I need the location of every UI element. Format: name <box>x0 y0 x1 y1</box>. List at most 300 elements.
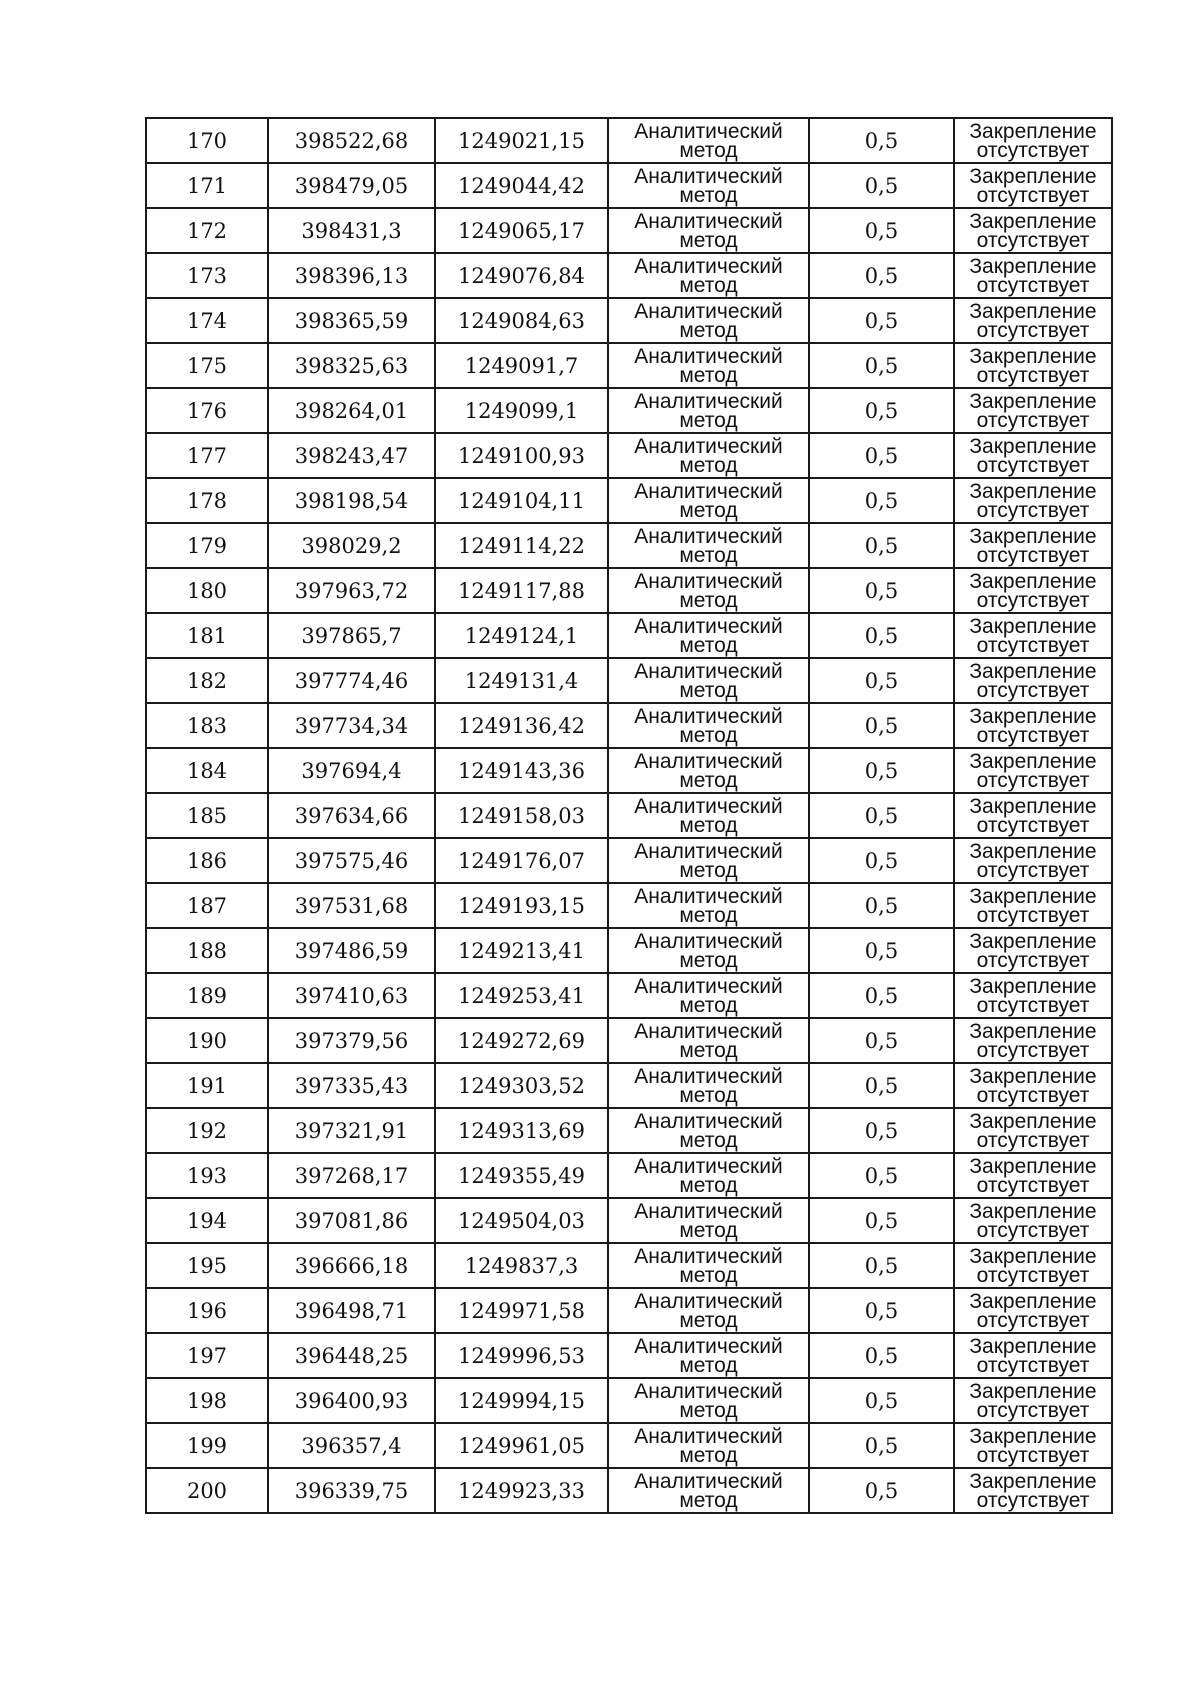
fixation-cell <box>954 163 1112 208</box>
fixation-text-line: отсутствует <box>976 588 1090 612</box>
fixation-text-line: Закрепление <box>969 164 1097 188</box>
method-text-line: Аналитический <box>634 1379 783 1403</box>
fixation-cell <box>954 208 1112 253</box>
x-coordinate-cell: 397865,7 <box>268 613 435 658</box>
x-coordinate-cell: 396357,4 <box>268 1423 435 1468</box>
accuracy-cell: 0,5 <box>809 1468 954 1513</box>
accuracy-cell: 0,5 <box>809 1063 954 1108</box>
y-coordinate-cell: 1249065,17 <box>435 208 608 253</box>
fixation-text-line: Закрепление <box>969 209 1097 233</box>
fixation-text-line: отсутствует <box>976 813 1090 837</box>
method-text-line: метод <box>679 543 738 567</box>
method-text-line: метод <box>679 858 738 882</box>
fixation-text-line: отсутствует <box>976 1488 1090 1512</box>
point-number-cell: 195 <box>146 1243 268 1288</box>
fixation-text-line: Закрепление <box>969 839 1097 863</box>
point-number-cell: 182 <box>146 658 268 703</box>
accuracy-cell: 0,5 <box>809 793 954 838</box>
point-number-cell: 176 <box>146 388 268 433</box>
method-cell <box>608 343 809 388</box>
x-coordinate-cell: 398325,63 <box>268 343 435 388</box>
y-coordinate-cell: 1249961,05 <box>435 1423 608 1468</box>
method-cell <box>608 1423 809 1468</box>
accuracy-cell: 0,5 <box>809 1288 954 1333</box>
method-text-line: метод <box>679 678 738 702</box>
accuracy-cell: 0,5 <box>809 1198 954 1243</box>
method-cell <box>608 388 809 433</box>
fixation-text-line: отсутствует <box>976 138 1090 162</box>
x-coordinate-cell: 398365,59 <box>268 298 435 343</box>
table-row <box>146 298 1112 343</box>
method-text-line: Аналитический <box>634 1154 783 1178</box>
fixation-text-line: отсутствует <box>976 1308 1090 1332</box>
x-coordinate-cell: 397963,72 <box>268 568 435 613</box>
accuracy-cell: 0,5 <box>809 748 954 793</box>
method-text-line: Аналитический <box>634 434 783 458</box>
y-coordinate-cell: 1249100,93 <box>435 433 608 478</box>
method-cell <box>608 568 809 613</box>
method-cell <box>608 1198 809 1243</box>
x-coordinate-cell: 398243,47 <box>268 433 435 478</box>
method-text-line: Аналитический <box>634 884 783 908</box>
fixation-cell <box>954 568 1112 613</box>
x-coordinate-cell: 397268,17 <box>268 1153 435 1198</box>
point-number-cell: 181 <box>146 613 268 658</box>
fixation-text-line: Закрепление <box>969 1379 1097 1403</box>
accuracy-cell: 0,5 <box>809 973 954 1018</box>
fixation-text-line: отсутствует <box>976 408 1090 432</box>
x-coordinate-cell: 397634,66 <box>268 793 435 838</box>
table-row <box>146 838 1112 883</box>
fixation-cell <box>954 1378 1112 1423</box>
fixation-cell <box>954 1198 1112 1243</box>
method-text-line: метод <box>679 1488 738 1512</box>
fixation-text-line: отсутствует <box>976 1038 1090 1062</box>
fixation-text-line: отсутствует <box>976 273 1090 297</box>
x-coordinate-cell: 397081,86 <box>268 1198 435 1243</box>
table-row <box>146 388 1112 433</box>
method-cell <box>608 1063 809 1108</box>
method-text-line: метод <box>679 273 738 297</box>
fixation-cell <box>954 1333 1112 1378</box>
method-text-line: Аналитический <box>634 164 783 188</box>
table-row <box>146 1468 1112 1513</box>
fixation-text-line: Закрепление <box>969 1469 1097 1493</box>
y-coordinate-cell: 1249193,15 <box>435 883 608 928</box>
coordinates-table <box>145 117 1113 1514</box>
method-text-line: метод <box>679 1308 738 1332</box>
method-text-line: метод <box>679 408 738 432</box>
accuracy-cell: 0,5 <box>809 568 954 613</box>
method-text-line: Аналитический <box>634 1019 783 1043</box>
method-text-line: Аналитический <box>634 839 783 863</box>
table-row <box>146 748 1112 793</box>
method-text-line: Аналитический <box>634 614 783 638</box>
method-text-line: Аналитический <box>634 1109 783 1133</box>
fixation-text-line: Закрепление <box>969 524 1097 548</box>
method-cell <box>608 658 809 703</box>
fixation-text-line: Закрепление <box>969 659 1097 683</box>
table-row <box>146 1198 1112 1243</box>
fixation-cell <box>954 433 1112 478</box>
method-text-line: Аналитический <box>634 119 783 143</box>
point-number-cell: 192 <box>146 1108 268 1153</box>
point-number-cell: 177 <box>146 433 268 478</box>
fixation-cell <box>954 388 1112 433</box>
fixation-text-line: Закрепление <box>969 884 1097 908</box>
table-row <box>146 928 1112 973</box>
x-coordinate-cell: 396339,75 <box>268 1468 435 1513</box>
point-number-cell: 189 <box>146 973 268 1018</box>
fixation-text-line: Закрепление <box>969 974 1097 998</box>
fixation-cell <box>954 1108 1112 1153</box>
method-text-line: Аналитический <box>634 1199 783 1223</box>
method-text-line: Аналитический <box>634 344 783 368</box>
x-coordinate-cell: 397321,91 <box>268 1108 435 1153</box>
fixation-text-line: Закрепление <box>969 929 1097 953</box>
fixation-text-line: Закрепление <box>969 344 1097 368</box>
method-cell <box>608 1378 809 1423</box>
method-cell <box>608 973 809 1018</box>
fixation-cell <box>954 928 1112 973</box>
accuracy-cell: 0,5 <box>809 613 954 658</box>
fixation-cell <box>954 838 1112 883</box>
y-coordinate-cell: 1249355,49 <box>435 1153 608 1198</box>
x-coordinate-cell: 398479,05 <box>268 163 435 208</box>
x-coordinate-cell: 397734,34 <box>268 703 435 748</box>
method-text-line: Аналитический <box>634 299 783 323</box>
method-text-line: Аналитический <box>634 1064 783 1088</box>
fixation-text-line: Закрепление <box>969 1424 1097 1448</box>
method-text-line: Аналитический <box>634 1244 783 1268</box>
method-text-line: метод <box>679 948 738 972</box>
coordinates-table-body <box>146 118 1112 1513</box>
fixation-text-line: отсутствует <box>976 1083 1090 1107</box>
table-row <box>146 973 1112 1018</box>
fixation-text-line: Закрепление <box>969 254 1097 278</box>
point-number-cell: 200 <box>146 1468 268 1513</box>
point-number-cell: 171 <box>146 163 268 208</box>
method-cell <box>608 838 809 883</box>
fixation-text-line: Закрепление <box>969 1064 1097 1088</box>
method-text-line: метод <box>679 1398 738 1422</box>
y-coordinate-cell: 1249044,42 <box>435 163 608 208</box>
method-text-line: метод <box>679 363 738 387</box>
y-coordinate-cell: 1249084,63 <box>435 298 608 343</box>
point-number-cell: 188 <box>146 928 268 973</box>
point-number-cell: 196 <box>146 1288 268 1333</box>
method-text-line: Аналитический <box>634 1469 783 1493</box>
fixation-text-line: отсутствует <box>976 228 1090 252</box>
method-text-line: метод <box>679 993 738 1017</box>
accuracy-cell: 0,5 <box>809 118 954 163</box>
accuracy-cell: 0,5 <box>809 163 954 208</box>
method-text-line: метод <box>679 498 738 522</box>
x-coordinate-cell: 397486,59 <box>268 928 435 973</box>
accuracy-cell: 0,5 <box>809 478 954 523</box>
y-coordinate-cell: 1249091,7 <box>435 343 608 388</box>
y-coordinate-cell: 1249303,52 <box>435 1063 608 1108</box>
method-text-line: Аналитический <box>634 749 783 773</box>
table-row <box>146 208 1112 253</box>
fixation-text-line: Закрепление <box>969 1289 1097 1313</box>
fixation-cell <box>954 793 1112 838</box>
point-number-cell: 193 <box>146 1153 268 1198</box>
fixation-text-line: отсутствует <box>976 543 1090 567</box>
method-text-line: метод <box>679 318 738 342</box>
method-cell <box>608 1243 809 1288</box>
point-number-cell: 180 <box>146 568 268 613</box>
method-cell <box>608 163 809 208</box>
point-number-cell: 185 <box>146 793 268 838</box>
table-row <box>146 1018 1112 1063</box>
fixation-text-line: отсутствует <box>976 1128 1090 1152</box>
y-coordinate-cell: 1249104,11 <box>435 478 608 523</box>
x-coordinate-cell: 398522,68 <box>268 118 435 163</box>
fixation-text-line: Закрепление <box>969 794 1097 818</box>
y-coordinate-cell: 1249124,1 <box>435 613 608 658</box>
fixation-text-line: отсутствует <box>976 1263 1090 1287</box>
fixation-text-line: отсутствует <box>976 363 1090 387</box>
table-row <box>146 703 1112 748</box>
x-coordinate-cell: 397575,46 <box>268 838 435 883</box>
point-number-cell: 199 <box>146 1423 268 1468</box>
fixation-cell <box>954 253 1112 298</box>
fixation-cell <box>954 343 1112 388</box>
method-text-line: метод <box>679 1038 738 1062</box>
y-coordinate-cell: 1249837,3 <box>435 1243 608 1288</box>
method-text-line: Аналитический <box>634 479 783 503</box>
method-cell <box>608 118 809 163</box>
y-coordinate-cell: 1249099,1 <box>435 388 608 433</box>
method-cell <box>608 1018 809 1063</box>
accuracy-cell: 0,5 <box>809 208 954 253</box>
fixation-text-line: Закрепление <box>969 479 1097 503</box>
method-text-line: метод <box>679 1128 738 1152</box>
method-cell <box>608 1153 809 1198</box>
fixation-text-line: Закрепление <box>969 1109 1097 1133</box>
method-text-line: метод <box>679 1083 738 1107</box>
x-coordinate-cell: 398198,54 <box>268 478 435 523</box>
y-coordinate-cell: 1249971,58 <box>435 1288 608 1333</box>
method-text-line: Аналитический <box>634 524 783 548</box>
accuracy-cell: 0,5 <box>809 1153 954 1198</box>
fixation-text-line: отсутствует <box>976 768 1090 792</box>
fixation-cell <box>954 748 1112 793</box>
fixation-text-line: отсутствует <box>976 993 1090 1017</box>
fixation-text-line: Закрепление <box>969 749 1097 773</box>
y-coordinate-cell: 1249076,84 <box>435 253 608 298</box>
table-row <box>146 1333 1112 1378</box>
fixation-text-line: отсутствует <box>976 948 1090 972</box>
method-text-line: Аналитический <box>634 1334 783 1358</box>
y-coordinate-cell: 1249158,03 <box>435 793 608 838</box>
fixation-text-line: отсутствует <box>976 1218 1090 1242</box>
fixation-cell <box>954 523 1112 568</box>
point-number-cell: 197 <box>146 1333 268 1378</box>
accuracy-cell: 0,5 <box>809 1108 954 1153</box>
method-text-line: Аналитический <box>634 389 783 413</box>
point-number-cell: 187 <box>146 883 268 928</box>
method-cell <box>608 253 809 298</box>
method-text-line: метод <box>679 1263 738 1287</box>
table-row <box>146 883 1112 928</box>
accuracy-cell: 0,5 <box>809 838 954 883</box>
table-row <box>146 613 1112 658</box>
fixation-cell <box>954 973 1112 1018</box>
fixation-text-line: отсутствует <box>976 318 1090 342</box>
method-text-line: метод <box>679 1218 738 1242</box>
accuracy-cell: 0,5 <box>809 433 954 478</box>
method-text-line: Аналитический <box>634 974 783 998</box>
method-cell <box>608 613 809 658</box>
fixation-text-line: Закрепление <box>969 1019 1097 1043</box>
method-cell <box>608 478 809 523</box>
fixation-text-line: отсутствует <box>976 1398 1090 1422</box>
point-number-cell: 198 <box>146 1378 268 1423</box>
fixation-text-line: Закрепление <box>969 434 1097 458</box>
method-text-line: Аналитический <box>634 1424 783 1448</box>
fixation-text-line: Закрепление <box>969 389 1097 413</box>
fixation-text-line: Закрепление <box>969 119 1097 143</box>
method-text-line: метод <box>679 1353 738 1377</box>
table-row <box>146 163 1112 208</box>
y-coordinate-cell: 1249994,15 <box>435 1378 608 1423</box>
x-coordinate-cell: 397379,56 <box>268 1018 435 1063</box>
method-text-line: метод <box>679 1443 738 1467</box>
fixation-text-line: отсутствует <box>976 1353 1090 1377</box>
method-cell <box>608 1288 809 1333</box>
method-text-line: метод <box>679 453 738 477</box>
fixation-text-line: отсутствует <box>976 183 1090 207</box>
fixation-text-line: отсутствует <box>976 723 1090 747</box>
y-coordinate-cell: 1249176,07 <box>435 838 608 883</box>
method-text-line: метод <box>679 588 738 612</box>
x-coordinate-cell: 398029,2 <box>268 523 435 568</box>
fixation-cell <box>954 1018 1112 1063</box>
x-coordinate-cell: 397335,43 <box>268 1063 435 1108</box>
fixation-cell <box>954 883 1112 928</box>
table-row <box>146 1378 1112 1423</box>
method-text-line: Аналитический <box>634 929 783 953</box>
y-coordinate-cell: 1249313,69 <box>435 1108 608 1153</box>
point-number-cell: 190 <box>146 1018 268 1063</box>
point-number-cell: 179 <box>146 523 268 568</box>
y-coordinate-cell: 1249143,36 <box>435 748 608 793</box>
fixation-text-line: отсутствует <box>976 498 1090 522</box>
y-coordinate-cell: 1249213,41 <box>435 928 608 973</box>
fixation-cell <box>954 1288 1112 1333</box>
method-text-line: метод <box>679 633 738 657</box>
method-text-line: метод <box>679 1173 738 1197</box>
point-number-cell: 183 <box>146 703 268 748</box>
x-coordinate-cell: 397531,68 <box>268 883 435 928</box>
point-number-cell: 172 <box>146 208 268 253</box>
fixation-cell <box>954 613 1112 658</box>
method-text-line: метод <box>679 903 738 927</box>
y-coordinate-cell: 1249923,33 <box>435 1468 608 1513</box>
method-cell <box>608 433 809 478</box>
fixation-cell <box>954 298 1112 343</box>
y-coordinate-cell: 1249272,69 <box>435 1018 608 1063</box>
fixation-text-line: отсутствует <box>976 453 1090 477</box>
fixation-cell <box>954 1423 1112 1468</box>
accuracy-cell: 0,5 <box>809 928 954 973</box>
fixation-cell <box>954 1153 1112 1198</box>
fixation-text-line: Закрепление <box>969 1154 1097 1178</box>
table-row <box>146 433 1112 478</box>
method-cell <box>608 298 809 343</box>
accuracy-cell: 0,5 <box>809 388 954 433</box>
method-text-line: метод <box>679 138 738 162</box>
accuracy-cell: 0,5 <box>809 1333 954 1378</box>
method-text-line: Аналитический <box>634 209 783 233</box>
table-row <box>146 1423 1112 1468</box>
fixation-cell <box>954 1468 1112 1513</box>
x-coordinate-cell: 396666,18 <box>268 1243 435 1288</box>
x-coordinate-cell: 397410,63 <box>268 973 435 1018</box>
method-cell <box>608 793 809 838</box>
point-number-cell: 170 <box>146 118 268 163</box>
method-text-line: метод <box>679 228 738 252</box>
fixation-text-line: Закрепление <box>969 1334 1097 1358</box>
y-coordinate-cell: 1249253,41 <box>435 973 608 1018</box>
method-text-line: метод <box>679 723 738 747</box>
point-number-cell: 186 <box>146 838 268 883</box>
point-number-cell: 178 <box>146 478 268 523</box>
fixation-text-line: Закрепление <box>969 569 1097 593</box>
y-coordinate-cell: 1249021,15 <box>435 118 608 163</box>
x-coordinate-cell: 396400,93 <box>268 1378 435 1423</box>
table-row <box>146 253 1112 298</box>
table-row <box>146 568 1112 613</box>
fixation-text-line: Закрепление <box>969 299 1097 323</box>
accuracy-cell: 0,5 <box>809 1423 954 1468</box>
accuracy-cell: 0,5 <box>809 883 954 928</box>
y-coordinate-cell: 1249504,03 <box>435 1198 608 1243</box>
accuracy-cell: 0,5 <box>809 253 954 298</box>
method-text-line: Аналитический <box>634 254 783 278</box>
method-text-line: Аналитический <box>634 569 783 593</box>
method-cell <box>608 883 809 928</box>
method-text-line: Аналитический <box>634 1289 783 1313</box>
method-text-line: Аналитический <box>634 794 783 818</box>
point-number-cell: 174 <box>146 298 268 343</box>
accuracy-cell: 0,5 <box>809 1018 954 1063</box>
table-row <box>146 1243 1112 1288</box>
x-coordinate-cell: 398431,3 <box>268 208 435 253</box>
point-number-cell: 175 <box>146 343 268 388</box>
method-cell <box>608 928 809 973</box>
method-text-line: Аналитический <box>634 704 783 728</box>
fixation-cell <box>954 703 1112 748</box>
x-coordinate-cell: 396498,71 <box>268 1288 435 1333</box>
fixation-cell <box>954 658 1112 703</box>
fixation-text-line: отсутствует <box>976 858 1090 882</box>
y-coordinate-cell: 1249136,42 <box>435 703 608 748</box>
method-text-line: метод <box>679 768 738 792</box>
fixation-text-line: Закрепление <box>969 704 1097 728</box>
table-row <box>146 1108 1112 1153</box>
point-number-cell: 173 <box>146 253 268 298</box>
y-coordinate-cell: 1249131,4 <box>435 658 608 703</box>
table-row <box>146 118 1112 163</box>
fixation-text-line: Закрепление <box>969 1199 1097 1223</box>
fixation-cell <box>954 1063 1112 1108</box>
table-row <box>146 1288 1112 1333</box>
fixation-cell <box>954 478 1112 523</box>
accuracy-cell: 0,5 <box>809 298 954 343</box>
